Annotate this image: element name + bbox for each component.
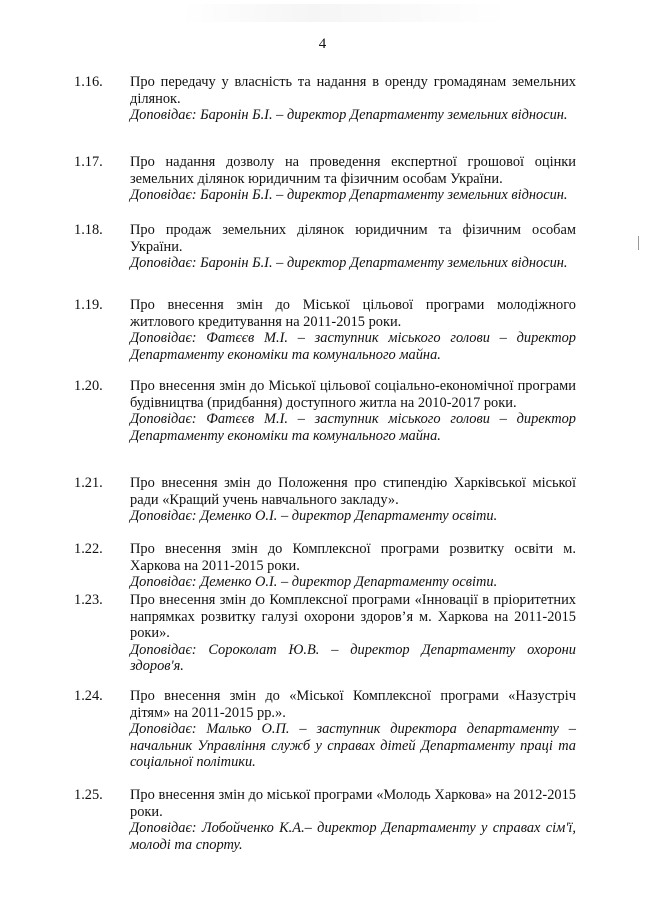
item-title: Про внесення змін до Комплексної програми «Інновації в пріоритетних напрямках розвитку галузі охорони здоров’я м. Харкова на 2011-2015 роки».	[130, 592, 576, 642]
item-number: 1.24.	[74, 688, 103, 704]
agenda-item	[74, 688, 576, 771]
item-number: 1.23.	[74, 592, 103, 608]
agenda-item	[74, 222, 576, 272]
item-title: Про внесення змін до Комплексної програми розвитку освіти м. Харкова на 2011-2015 роки.	[130, 541, 576, 574]
agenda-item	[74, 475, 576, 525]
item-speaker: Доповідає: Баронін Б.І. – директор Департаменту земельних відносин.	[130, 107, 568, 124]
item-title: Про надання дозволу на проведення експертної грошової оцінки земельних ділянок юридичним та фізичним особам України.	[130, 154, 576, 187]
item-speaker: Доповідає: Малько О.П. – заступник директора департаменту – начальник Управління служб у справах дітей Департаменту праці та соціальної політики.	[130, 721, 576, 771]
agenda-item	[74, 74, 576, 124]
item-title: Про внесення змін до Міської цільової програми молодіжного житлового кредитування на 2011-2015 роки.	[130, 297, 576, 330]
item-title: Про продаж земельних ділянок юридичним та фізичним особам України.	[130, 222, 576, 255]
item-number: 1.19.	[74, 297, 103, 313]
item-number: 1.21.	[74, 475, 103, 491]
item-speaker: Доповідає: Баронін Б.І. – директор Департаменту земельних відносин.	[130, 255, 568, 272]
agenda-item	[74, 787, 576, 853]
item-number: 1.25.	[74, 787, 103, 803]
item-title: Про внесення змін до Положення про стипендію Харківської міської ради «Кращий учень навчального закладу».	[130, 475, 576, 508]
item-speaker: Доповідає: Фатєєв М.І. – заступник міського голови – директор Департаменту економіки та комунального майна.	[130, 411, 576, 444]
agenda-item	[74, 154, 576, 204]
item-number: 1.18.	[74, 222, 103, 238]
scan-smudge	[180, 4, 510, 22]
item-title: Про внесення змін до «Міської Комплексної програми «Назустріч дітям» на 2011-2015 рр.».	[130, 688, 576, 721]
agenda-item	[74, 592, 576, 675]
item-title: Про передачу у власність та надання в оренду громадянам земельних ділянок.	[130, 74, 576, 107]
item-speaker: Доповідає: Баронін Б.І. – директор Департаменту земельних відносин.	[130, 187, 568, 204]
item-speaker: Доповідає: Деменко О.І. – директор Департаменту освіти.	[130, 508, 498, 525]
item-speaker: Доповідає: Деменко О.І. – директор Департаменту освіти.	[130, 574, 498, 591]
agenda-item	[74, 541, 576, 591]
item-number: 1.20.	[74, 378, 103, 394]
item-speaker: Доповідає: Сороколат Ю.В. – директор Департаменту охорони здоров'я.	[130, 641, 576, 675]
agenda-item	[74, 297, 576, 363]
scan-mark	[638, 236, 639, 250]
item-speaker: Доповідає: Лобойченко К.А.– директор Департаменту у справах сім'ї, молоді та спорту.	[130, 820, 576, 853]
agenda-item	[74, 378, 576, 444]
item-title: Про внесення змін до міської програми «Молодь Харкова» на 2012-2015 роки.	[130, 787, 576, 820]
item-number: 1.17.	[74, 154, 103, 170]
page-number: 4	[318, 36, 327, 52]
item-number: 1.16.	[74, 74, 103, 90]
item-title: Про внесення змін до Міської цільової соціально-економічної програми будівництва (придбання) доступного житла на 2010-2017 роки.	[130, 378, 576, 411]
item-speaker: Доповідає: Фатєєв М.І. – заступник міського голови – директор Департаменту економіки та комунального майна.	[130, 330, 576, 363]
item-number: 1.22.	[74, 541, 103, 557]
